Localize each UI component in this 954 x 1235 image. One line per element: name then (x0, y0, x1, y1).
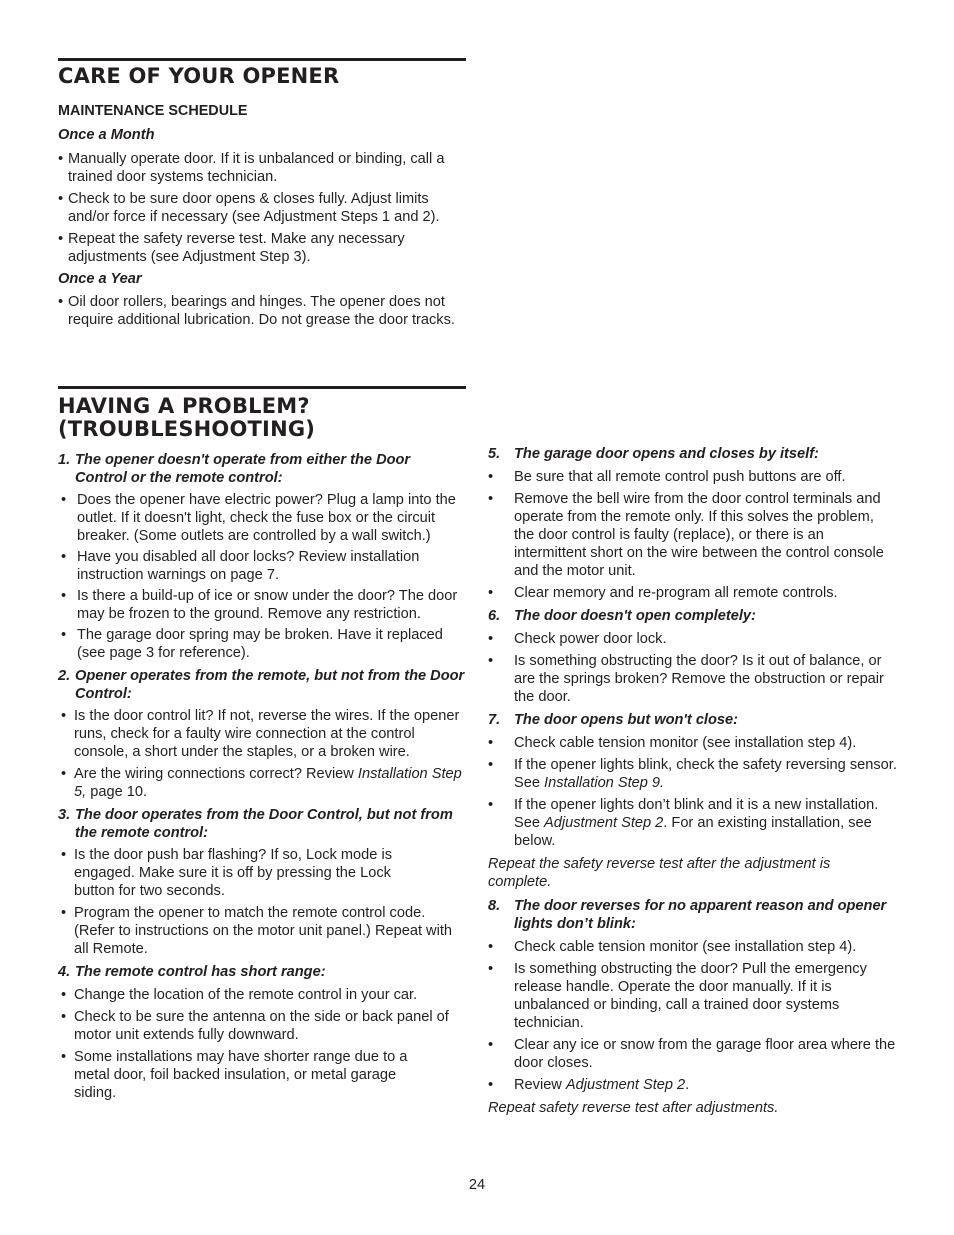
list-item: • Is there a build-up of ice or snow under the door? The door may be frozen to the ground. Remove any restriction. (58, 587, 466, 623)
list-item: • Is something obstructing the door? Pull the emergency release handle. Operate the door manually. If it is unbalanced or binding, call a trained door systems technician. (488, 960, 898, 1032)
list-item: • Check cable tension monitor (see installation step 4). (488, 734, 898, 752)
question-3 (58, 806, 466, 842)
once-a-year-label: Once a Year (58, 271, 142, 287)
question-number: 1. (58, 452, 71, 468)
q4-list (58, 986, 466, 1102)
question-text: The opener doesn't operate from either the Door Control or the remote control: (75, 452, 411, 486)
question-text: The door doesn't open completely: (514, 608, 756, 624)
question-4 (58, 963, 466, 981)
question-text: The garage door opens and closes by itself: (514, 446, 819, 462)
list-item: • Program the opener to match the remote control code. (Refer to instructions on the motor unit panel.) Repeat with all Remote. (58, 904, 466, 958)
troubleshooting-title-line1: HAVING A PROBLEM? (58, 394, 310, 418)
list-item: • Some installations may have shorter range due to a metal door, foil backed insulation, or metal garage siding. (58, 1048, 434, 1102)
question-text: The door operates from the Door Control, but not from the remote control: (75, 807, 453, 841)
q2-list (58, 707, 466, 801)
list-item: • Check power door lock. (488, 630, 898, 648)
list-item: • Review Adjustment Step 2. (488, 1076, 898, 1094)
question-6 (488, 607, 898, 625)
list-item: • Manually operate door. If it is unbalanced or binding, call a trained door systems technician. (58, 150, 466, 186)
q8-list (488, 938, 898, 1094)
question-5 (488, 445, 898, 463)
question-text: Opener operates from the remote, but not from the Door Control: (75, 668, 465, 702)
q7-note: Repeat the safety reverse test after the adjustment is complete. (488, 856, 831, 890)
question-number: 4. (58, 964, 71, 980)
question-7 (488, 711, 898, 729)
q6-list (488, 630, 898, 706)
question-number: 3. (58, 807, 71, 823)
troubleshooting-title (58, 395, 466, 441)
list-item: • If the opener lights blink, check the safety reversing sensor. See Installation Step 9. (488, 756, 898, 792)
list-item: • Remove the bell wire from the door control terminals and operate from the remote only. If this solves the problem, the door control is faulty (replace), or there is an intermittent short on the wire between the control console and the motor unit. (488, 490, 898, 580)
question-number: 7. (488, 712, 501, 728)
page-number: 24 (468, 1177, 486, 1193)
maintenance-schedule-label: MAINTENANCE SCHEDULE (58, 103, 248, 119)
q1-list (58, 491, 466, 662)
q7-list (488, 734, 898, 850)
question-8 (488, 897, 898, 933)
care-title: CARE OF YOUR OPENER (58, 64, 340, 88)
question-1 (58, 451, 466, 487)
month-list (58, 150, 466, 266)
troubleshooting-title-line2: (TROUBLESHOOTING) (58, 417, 316, 441)
list-item: • Oil door rollers, bearings and hinges. The opener does not require additional lubrication. Do not grease the door tracks. (58, 293, 466, 329)
troubleshooting-section (58, 386, 466, 1102)
question-text: The door reverses for no apparent reason and opener lights don’t blink: (514, 898, 887, 932)
troubleshooting-right-column (488, 445, 898, 1117)
troubleshooting-rule (58, 386, 466, 389)
list-item: • Have you disabled all door locks? Review installation instruction warnings on page 7. (58, 548, 466, 584)
list-item: • Be sure that all remote control push buttons are off. (488, 468, 898, 486)
q3-list (58, 846, 466, 958)
list-item: • Check to be sure the antenna on the side or back panel of motor unit extends fully downward. (58, 1008, 466, 1044)
list-item: • Check to be sure door opens & closes fully. Adjust limits and/or force if necessary (see Adjustment Steps 1 and 2). (58, 190, 463, 226)
list-item: • Is the door control lit? If not, reverse the wires. If the opener runs, check for a faulty wire connection at the control console, a short under the staples, or a broken wire. (58, 707, 466, 761)
question-number: 2. (58, 668, 71, 684)
list-item: • Repeat the safety reverse test. Make any necessary adjustments (see Adjustment Step 3). (58, 230, 466, 266)
once-a-month-label: Once a Month (58, 127, 155, 143)
question-2 (58, 667, 466, 703)
q5-list (488, 468, 898, 602)
question-number: 5. (488, 446, 501, 462)
question-text: The door opens but won't close: (514, 712, 738, 728)
list-item: • Is the door push bar flashing? If so, Lock mode is engaged. Make sure it is off by pressing the Lock button for two seconds. (58, 846, 414, 900)
list-item: • Check cable tension monitor (see installation step 4). (488, 938, 898, 956)
question-text: The remote control has short range: (75, 964, 326, 980)
list-item: • The garage door spring may be broken. Have it replaced (see page 3 for reference). (58, 626, 466, 662)
list-item: • If the opener lights don’t blink and it is a new installation. See Adjustment Step 2. For an existing installation, see below. (488, 796, 898, 850)
list-item: • Clear any ice or snow from the garage floor area where the door closes. (488, 1036, 898, 1072)
year-list (58, 293, 466, 329)
list-item: • Clear memory and re-program all remote controls. (488, 584, 898, 602)
question-number: 8. (488, 898, 501, 914)
question-number: 6. (488, 608, 501, 624)
list-item: • Change the location of the remote control in your car. (58, 986, 466, 1004)
q8-note: Repeat safety reverse test after adjustments. (488, 1100, 779, 1116)
list-item: • Does the opener have electric power? Plug a lamp into the outlet. If it doesn't light, check the fuse box or the circuit breaker. (Some outlets are controlled by a wall switch.) (58, 491, 466, 545)
list-item: • Are the wiring connections correct? Review Installation Step 5, page 10. (58, 765, 466, 801)
care-section (58, 58, 466, 329)
list-item: • Is something obstructing the door? Is it out of balance, or are the springs broken? Remove the obstruction or repair the door. (488, 652, 898, 706)
care-rule (58, 58, 466, 61)
